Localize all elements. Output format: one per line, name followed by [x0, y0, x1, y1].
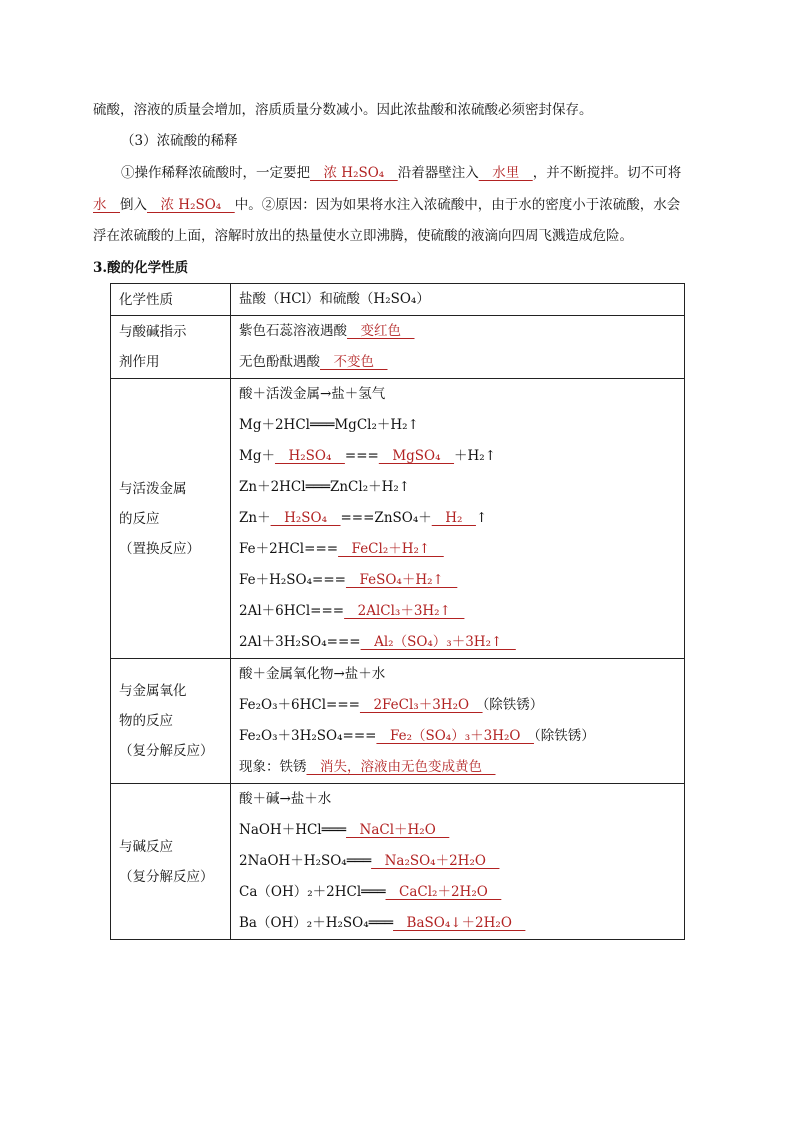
text-segment: 现象：铁锈 [239, 759, 307, 775]
label-line: 与活泼金属 [119, 480, 187, 497]
text-segment: === [344, 448, 379, 464]
table-row-indicator [111, 316, 685, 379]
equation-line [239, 441, 676, 472]
equation-line [239, 846, 676, 877]
paragraph-line-2 [93, 195, 680, 215]
equation-line [239, 534, 676, 565]
text-segment: ①操作稀释浓硫酸时，一定要把 [121, 165, 310, 181]
text-segment: Mg＋ [239, 448, 275, 464]
answer-blank: FeCl₂＋H₂↑ [338, 541, 444, 557]
text-segment: Zn＋ [239, 510, 271, 526]
header-right-text: 盐酸（HCl）和硫酸（H₂SO₄） [239, 291, 430, 307]
text-segment: 2NaOH＋H₂SO₄═══ [239, 853, 372, 869]
equation-line [239, 627, 676, 658]
equation-line [239, 565, 676, 596]
answer-blank: 浓 H₂SO₄ [310, 165, 398, 181]
text-segment: ，并不断搅拌。切不可将 [532, 165, 682, 181]
paragraph-line-1 [121, 163, 681, 183]
answer-blank: MgSO₄ [378, 448, 455, 464]
answer-blank: 2AlCl₃＋3H₂↑ [344, 603, 465, 619]
equation-line [239, 721, 676, 752]
base-content-cell [231, 784, 685, 940]
text-segment: 倒入 [120, 197, 147, 213]
text-segment: ＋H₂↑ [454, 448, 497, 464]
header-left-cell [111, 284, 231, 316]
equation-line [239, 596, 676, 627]
equation-line [239, 690, 676, 721]
label-line: 剂作用 [119, 354, 160, 370]
text-segment: Fe₂O₃＋3H₂SO₄=== [239, 728, 377, 744]
text-segment: 2Al＋6HCl=== [239, 603, 345, 619]
table-header-row [111, 284, 685, 316]
base-label-cell [111, 784, 231, 940]
text-segment: Fe＋H₂SO₄=== [239, 572, 346, 588]
section-3-title: （3）浓硫酸的稀释 [121, 133, 238, 149]
equation-line [239, 877, 676, 908]
answer-blank: 水 [93, 197, 120, 213]
oxide-general-rule: 酸＋金属氧化物→盐＋水 [239, 666, 386, 682]
metal-general-rule: 酸＋活泼金属→盐＋氢气 [239, 386, 386, 402]
label-line: 与酸碱指示 [119, 324, 187, 340]
equation-line: Zn＋2HCl═══ZnCl₂＋H₂↑ [239, 479, 411, 495]
text-segment: Fe₂O₃＋6HCl=== [239, 697, 360, 713]
answer-blank: 消失，溶液由无色变成黄色 [306, 759, 496, 775]
label-line: （复分解反应） [119, 743, 214, 759]
text-segment: 无色酚酞遇酸 [239, 354, 320, 370]
answer-blank: 2FeCl₃＋3H₂O [359, 697, 483, 713]
answer-blank: CaCl₂＋2H₂O [385, 884, 502, 900]
oxide-content-cell [231, 659, 685, 784]
label-line: （复分解反应） [119, 868, 214, 885]
text-segment: 2Al＋3H₂SO₄=== [239, 634, 361, 650]
answer-blank: BaSO₄↓＋2H₂O [393, 915, 526, 931]
text-segment: Fe＋2HCl=== [239, 541, 339, 557]
equation-line [239, 815, 676, 846]
table-row-oxide [111, 659, 685, 784]
answer-blank: H₂SO₄ [274, 448, 345, 464]
text-segment: 紫色石蕊溶液遇酸 [239, 323, 347, 339]
acid-properties-table [110, 283, 685, 940]
answer-blank: 变红色 [347, 323, 415, 339]
label-line: 与金属氧化 [119, 683, 187, 699]
equation-line: Mg＋2HCl═══MgCl₂＋H₂↑ [239, 417, 419, 433]
phenomenon-line [239, 752, 676, 783]
label-line: 物的反应 [119, 713, 173, 729]
label-line: （置换反应） [119, 540, 200, 557]
text-segment: 沿着器壁注入 [397, 165, 479, 181]
answer-blank: NaCl＋H₂O [346, 822, 450, 838]
text-segment: ===ZnSO₄＋ [340, 510, 432, 526]
text-segment: （除铁锈） [482, 697, 544, 713]
indicator-line-litmus [239, 316, 676, 347]
header-right-cell [231, 284, 685, 316]
answer-blank: H₂SO₄ [270, 510, 341, 526]
header-left-text: 化学性质 [119, 291, 173, 308]
text-segment: ↑ [475, 510, 488, 526]
answer-blank: Fe₂（SO₄）₃＋3H₂O [376, 728, 534, 744]
table-row-base [111, 784, 685, 940]
heading-acid-properties [93, 258, 188, 278]
answer-blank: FeSO₄＋H₂↑ [345, 572, 458, 588]
base-general-rule: 酸＋碱→盐＋水 [239, 791, 332, 807]
label-line: 的反应 [119, 510, 160, 527]
table-row-metal [111, 379, 685, 659]
metal-label-cell [111, 379, 231, 659]
equation-line [239, 503, 676, 534]
text-segment: Ba（OH）₂＋H₂SO₄═══ [239, 915, 394, 931]
label-line: 与碱反应 [119, 838, 173, 855]
equation-line [239, 908, 676, 939]
text-segment: （除铁锈） [533, 728, 595, 744]
answer-blank: 不变色 [320, 354, 388, 370]
paragraph-line-3: 浮在浓硫酸的上面，溶解时放出的热量使水立即沸腾，使硫酸的液滴向四周飞溅造成危险。 [93, 228, 633, 244]
answer-blank: H₂ [431, 510, 476, 526]
answer-blank: Al₂（SO₄）₃＋3H₂↑ [360, 634, 516, 650]
indicator-line-phenolphthalein [239, 347, 676, 378]
heading-text: 3.酸的化学性质 [93, 260, 189, 276]
indicator-label-cell [111, 316, 231, 379]
indicator-content-cell [231, 316, 685, 379]
intro-line: 硫酸，溶液的质量会增加，溶质质量分数减小。因此浓盐酸和浓硫酸必须密封保存。 [93, 102, 593, 118]
answer-blank: 浓 H₂SO₄ [147, 197, 235, 213]
answer-blank: Na₂SO₄＋2H₂O [371, 853, 500, 869]
answer-blank: 水里 [478, 165, 533, 181]
metal-content-cell [231, 379, 685, 659]
text-segment: NaOH＋HCl═══ [239, 822, 347, 838]
oxide-label-cell [111, 659, 231, 784]
text-segment: Ca（OH）₂＋2HCl═══ [239, 884, 386, 900]
text-segment: 中。②原因：因为如果将水注入浓硫酸中，由于水的密度小于浓硫酸，水会 [234, 197, 681, 213]
